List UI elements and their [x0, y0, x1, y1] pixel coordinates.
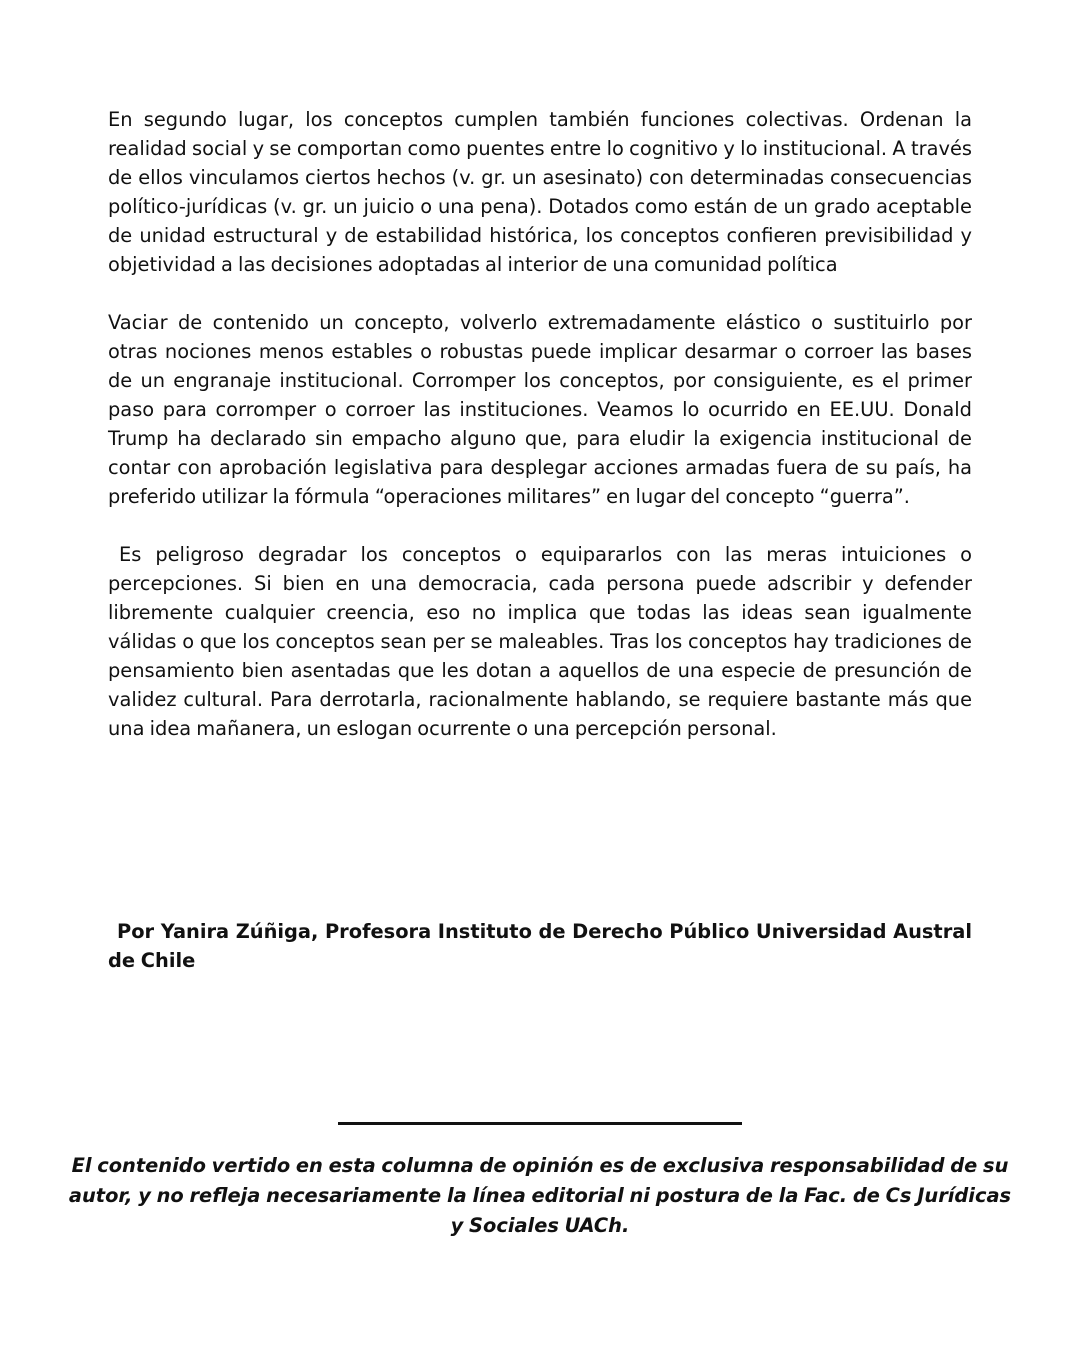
author-byline: Por Yanira Zúñiga, Profesora Instituto de Derecho Público Universidad Austral de Chile	[108, 920, 972, 972]
article-body	[108, 105, 972, 772]
article-paragraph-3: Es peligroso degradar los conceptos o equipararlos con las meras intuiciones o percepciones. Si bien en una democracia, cada persona puede adscribir y defender libremente cualquier creencia, eso no implica que todas las ideas sean igualmente válidas o que los conceptos sean per se maleables. Tras los conceptos hay tradiciones de pensamiento bien asentadas que les dotan a aquellos de una especie de presunción de validez cultural. Para derrotarla, racionalmente hablando, se requiere bastante más que una idea mañanera, un eslogan ocurrente o una percepción personal.	[108, 543, 972, 740]
footer-divider	[338, 1122, 742, 1125]
editorial-disclaimer: El contenido vertido en esta columna de opinión es de exclusiva responsabilidad de su autor, y no refleja necesariamente la línea editorial ni postura de la Fac. de Cs Jurídicas y Sociales UACh.	[68, 1154, 1012, 1237]
article-paragraph-1: En segundo lugar, los conceptos cumplen también funciones colectivas. Ordenan la realidad social y se comportan como puentes entre lo cognitivo y lo institucional. A través de ellos vinculamos ciertos hechos (v. gr. un asesinato) con determinadas consecuencias político-jurídicas (v. gr. un juicio o una pena). Dotados como están de un grado aceptable de unidad estructural y de estabilidad histórica, los conceptos confieren previsibilidad y objetividad a las decisiones adoptadas al interior de una comunidad política	[108, 108, 972, 276]
article-paragraph-2: Vaciar de contenido un concepto, volverlo extremadamente elástico o sustituirlo por otras nociones menos estables o robustas puede implicar desarmar o corroer las bases de un engranaje institucional. Corromper los conceptos, por consiguiente, es el primer paso para corromper o corroer las instituciones. Veamos lo ocurrido en EE.UU. Donald Trump ha declarado sin empacho alguno que, para eludir la exigencia institucional de contar con aprobación legislativa para desplegar acciones armadas fuera de su país, ha preferido utilizar la fórmula “operaciones militares” en lugar del concepto “guerra”.	[108, 311, 972, 508]
